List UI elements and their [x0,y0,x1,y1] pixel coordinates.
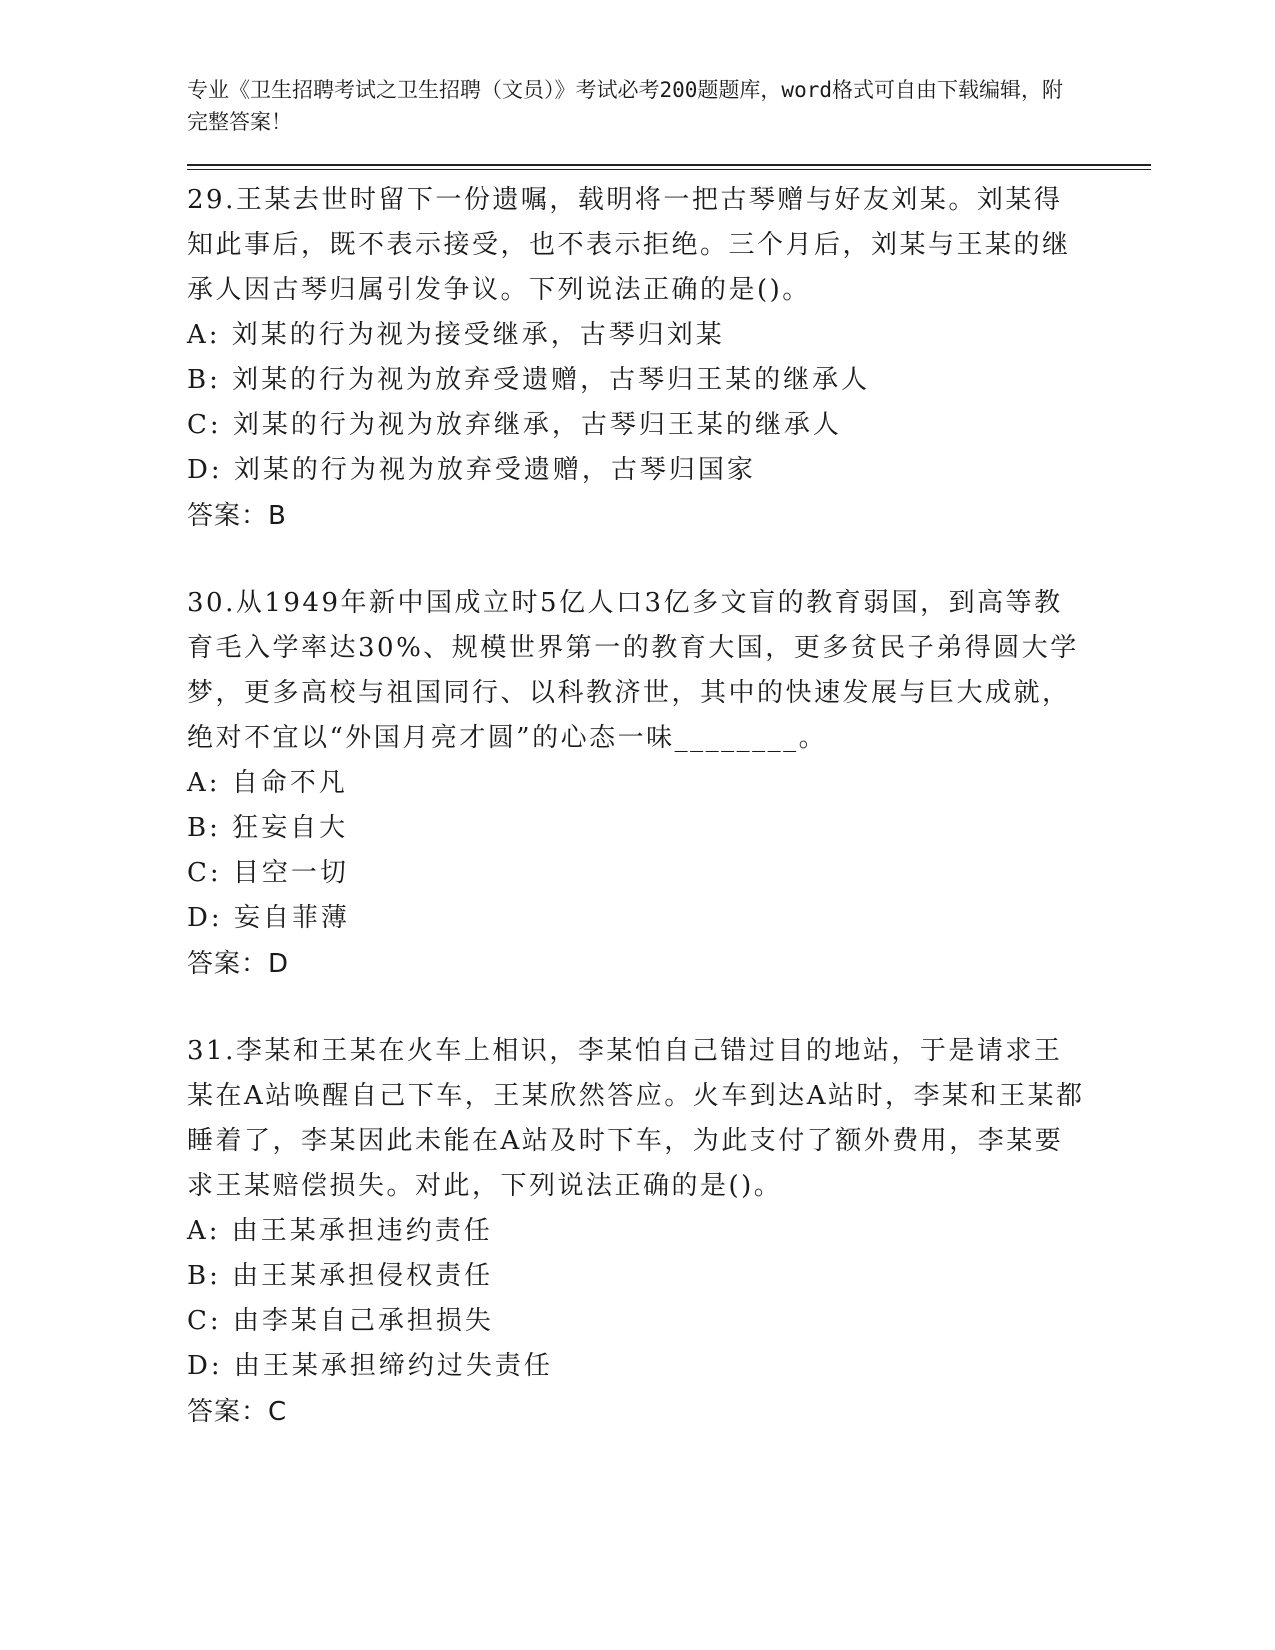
option-d: D: 妄自菲薄 [187,903,350,933]
question-text: 29.王某去世时留下一份遗嘱，载明将一把古琴赠与好友刘某。刘某得知此事后，既不表示接受，也不表示拒绝。三个月后，刘某与王某的继承人因古琴归属引发争议。下列说法正确的是()。 [187,185,1071,305]
question-31 [187,1029,1147,1435]
option-a: A: 由王某承担违约责任 [187,1216,493,1246]
option-b: B: 刘某的行为视为放弃受遗赠，古琴归王某的继承人 [187,365,871,395]
document-header: 专业《卫生招聘考试之卫生招聘（文员）》考试必考200题题库，word格式可自由下载编辑，附完整答案！ [187,78,1063,134]
option-a: A: 刘某的行为视为接受继承，古琴归刘某 [187,320,725,350]
option-c: C: 刘某的行为视为放弃继承，古琴归王某的继承人 [187,410,842,440]
option-b: B: 由王某承担侵权责任 [187,1261,494,1291]
question-29 [187,178,1147,539]
question-text: 31.李某和王某在火车上相识，李某怕自己错过目的地站，于是请求王某在A站唤醒自己下车，王某欣然答应。火车到达A站时，李某和王某都睡着了，李某因此未能在A站及时下车，为此支付了额外费用，李某要求王某赔偿损失。对此，下列说法正确的是()。 [187,1036,1085,1201]
option-c: C: 由李某自己承担损失 [187,1306,494,1336]
option-d: D: 刘某的行为视为放弃受遗赠，古琴归国家 [187,455,756,485]
answer-label: 答案：C [187,1397,288,1427]
answer-label: 答案：B [187,501,287,531]
option-d: D: 由王某承担缔约过失责任 [187,1351,553,1381]
document-page [187,74,1147,1435]
option-c: C: 目空一切 [187,858,349,888]
option-b: B: 狂妄自大 [187,813,349,843]
option-a: A: 自命不凡 [187,768,348,798]
header-divider [187,164,1151,170]
question-30 [187,581,1147,987]
question-text: 30.从1949年新中国成立时5亿人口3亿多文盲的教育弱国，到高等教育毛入学率达30%、规模世界第一的教育大国，更多贫民子弟得圆大学梦，更多高校与祖国同行、以科教济世，其中的快速发展与巨大成就，绝对不宜以“外国月亮才圆”的心态一味________。 [187,588,1079,753]
answer-label: 答案：D [187,949,290,979]
